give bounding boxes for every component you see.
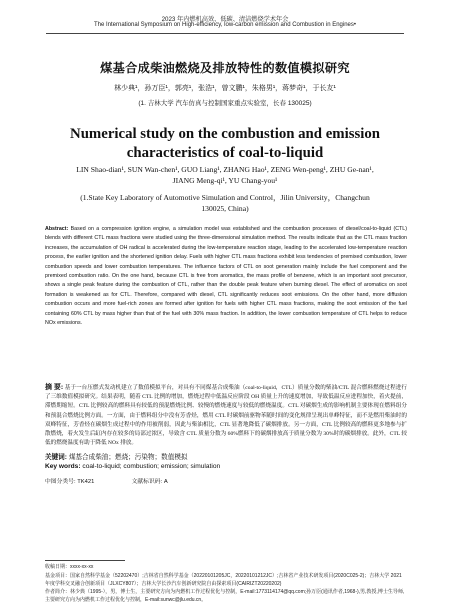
- classification: [45, 476, 407, 485]
- keywords-cn: [45, 451, 407, 461]
- doc-code-label: 文献标识码:: [131, 479, 163, 485]
- conference-header-cn: 2023 年内燃机高效、低碳、清洁燃烧学术年会: [161, 16, 289, 23]
- keywords-en-label: Key words:: [45, 463, 81, 470]
- conference-header-en: The International Symposium on High-efficiency, low-carbon emission and Combustion in Engines•: [93, 22, 356, 28]
- footnote-divider: [45, 560, 125, 561]
- abstract-label: Abstract:: [45, 226, 69, 232]
- keywords-cn-text: 煤基合成柴油；燃烧；污染物；数值模拟: [68, 454, 188, 461]
- title-cn: 煤基合成柴油燃烧及排放特性的数值模拟研究: [100, 61, 350, 75]
- clc-value: TK421: [77, 479, 95, 485]
- abstract-cn-text: 基于一台压燃式发动机建立了数值模拟平台，对具有不同煤基合成柴油（coal-to-liquid，CTL）质量分数的柴油/CTL 混合燃料燃烧过程进行了三维数值模拟研究。结果表明，随着 CTL 比例的增加，燃烧过程中低温反应阶段 OH 质量上升的速度增加，导致低温反应进程加快，着火提前，滞燃期缩短。CTL 比例较高的燃料具有较低的预混燃烧比例、较慢的燃烧速度与较低的燃烧温度。CTL 对碳烟生成的影响机制主要体现在燃料组分和预混合燃烧比例方面。一方面，由于燃料组分中没有芳香烃，燃用 CTL 时碳烟前驱物苯随时间的变化规律呈现出单峰特征，而不是燃用柴油时的双峰特征，芳香烃在碳烟生成过程中的作用被削弱，因此与柴油相比，CTL 显著地降低了碳烟排放。另一方面，CTL 比例较高的燃料更多地参与扩散燃烧，着火发生后缸内存在较多的局部过浓区，导致含 CTL 质量分数为 60%燃料下的碳烟排放高于质量分数为 30%时的碳烟排放。此外，CTL 较低的燃烧温度有助于降低 NOx 排放。: [45, 385, 407, 447]
- authors-cn: 林少典¹，孙万臣¹，郭亮¹，张浩¹，曾文鹏¹，朱格男¹，蒋梦奇¹，于长友¹: [114, 85, 336, 92]
- keywords-en-text: coal-to-liquid; combustion; emission; simulation: [82, 463, 221, 470]
- abstract-text: Based on a compression ignition engine, a simulation model was established and the combustion processes of diesel/coal-to-liquid (CTL) blends with different CTL mass fractions were studied using the three-dimensional simulation method. The results indicate that as the CTL mass fraction increases, the accumulation of OH radical is accelerated during the low-temperature reaction stage, leading to the accelerated low-temperature reaction process, the earlier ignition and the shortened ignition delay. Fuels with higher CTL mass fractions exhibit less tendencies of premixed combustion, lower combustion speeds and lower combustion temperatures. The influence factors of CTL on soot generation mainly include the fuel component and the premixed combustion ratio. On the one hand, because CTL is free from aromatics, the mass profile of benzene, which is an important soot precursor, shows a single peak feature during the combustion of CTL, rather than the double peak feature when burning diesel. The effect of aromatics on soot formation is weakened as for CTL. Therefore, compared with diesel, CTL significantly reduces soot emissions. On the other hand, more diffusion combustion occurs and more fuel-rich zones are formed after ignition for fuels with higher CTL mass fractions, making the soot emission of the fuel containing 60% CTL by mass higher than that of the fuel with 30% mass fraction. In addition, the lower combustion temperature of CTL helps to reduce NOx emissions.: [45, 226, 407, 327]
- abstract-en: [45, 225, 407, 328]
- footnote-funding: 基金项目：国家自然科学基金（52202470）;吉林省自然科学基金（20220101205JC，20220101212JC）;吉林省产业技术研发项目(2020C025-2)；吉林大学 2021 年度学科交叉融合创新项目（JLXCY807）；吉林大学长沙汽车创新研究院自由探索项目(CAIRIZT20220202): [45, 573, 402, 588]
- keywords-cn-label: 关键词:: [45, 454, 67, 461]
- affiliation-cn: (1. 吉林大学 汽车仿真与控制国家重点实验室，长春 130025): [138, 100, 312, 107]
- title-en: Numerical study on the combustion and emission characteristics of coal-to-liquid: [70, 126, 380, 161]
- footnote-author: 作者简介：林少典（1995-），男，博士生，主要研究方向为内燃机工作过程优化与控制，E-mail:1773114174@qq.com;孙万臣(通讯作者,1968-),男,教授,博士生导师,主要研究方向为内燃机工作过程优化与控制，E-mail:sunwc@jlu.edu.cn。: [45, 589, 405, 604]
- footnote-received: 收稿日期：xxxx-xx-xx: [45, 564, 94, 570]
- header-divider: [46, 33, 404, 34]
- clc-label: 中图分类号:: [45, 479, 76, 485]
- authors-en: LIN Shao-dian¹, SUN Wan-chen¹, GUO Liang¹, ZHANG Hao¹, ZENG Wen-peng¹, ZHU Ge-nan¹, JIANG Meng-qi¹, YU Chang-you¹: [76, 165, 374, 185]
- doc-code-value: A: [163, 479, 168, 485]
- abstract-cn: [45, 383, 407, 448]
- keywords-en: [45, 463, 407, 470]
- affiliation-en: (1.State Key Laboratory of Automotive Simulation and Control，Jilin University，Changchun 130025, China): [80, 193, 370, 213]
- abstract-cn-label: 摘 要:: [45, 383, 64, 391]
